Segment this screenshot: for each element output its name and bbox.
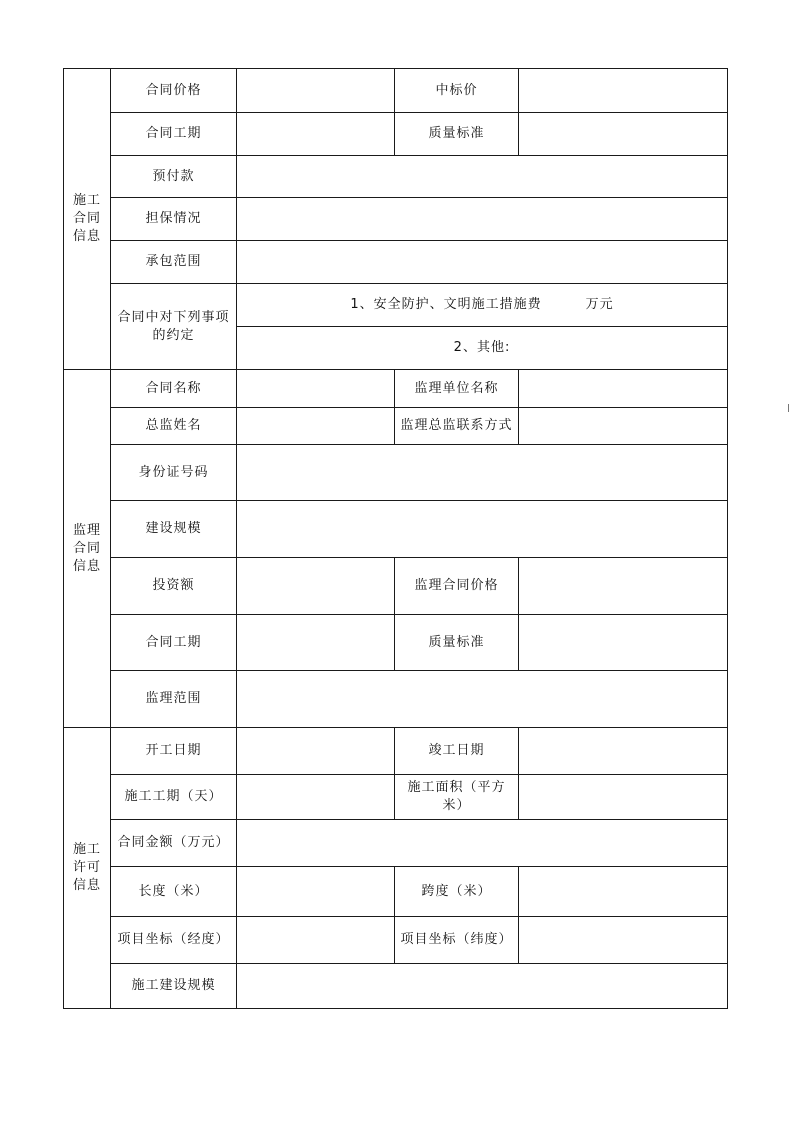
- table-row: [64, 198, 728, 241]
- contract-name-label: 合同名称: [111, 370, 237, 408]
- supervisor-unit-label: 监理单位名称: [395, 370, 519, 408]
- agreement-item-1[interactable]: [237, 284, 728, 327]
- construction-scale-permit-field[interactable]: [237, 964, 728, 1009]
- contract-period-label: 合同工期: [111, 113, 237, 156]
- supervision-period-field[interactable]: [237, 615, 395, 671]
- scan-edge-mark: [788, 404, 789, 412]
- table-row: [64, 241, 728, 284]
- investment-field[interactable]: [237, 558, 395, 615]
- length-field[interactable]: [237, 867, 395, 917]
- supervisor-unit-field[interactable]: [519, 370, 728, 408]
- chief-supervisor-name-label: 总监姓名: [111, 408, 237, 445]
- quality-standard-label: 质量标准: [395, 113, 519, 156]
- latitude-field[interactable]: [519, 917, 728, 964]
- span-label: 跨度（米）: [395, 867, 519, 917]
- table-row: [64, 615, 728, 671]
- construction-scale-permit-label: 施工建设规模: [111, 964, 237, 1009]
- quality-standard-field[interactable]: [519, 113, 728, 156]
- agreement-item-1-unit: 万元: [585, 297, 614, 312]
- supervision-quality-field[interactable]: [519, 615, 728, 671]
- scope-label: 承包范围: [111, 241, 237, 284]
- table-row: [64, 964, 728, 1009]
- latitude-label: 项目坐标（纬度）: [395, 917, 519, 964]
- contract-period-field[interactable]: [237, 113, 395, 156]
- completion-date-field[interactable]: [519, 728, 728, 775]
- table-row: [64, 558, 728, 615]
- construction-area-field[interactable]: [519, 775, 728, 820]
- construction-days-field[interactable]: [237, 775, 395, 820]
- table-row: [64, 775, 728, 820]
- length-label: 长度（米）: [111, 867, 237, 917]
- agreement-item-2-text: 2、其他:: [453, 340, 511, 355]
- table-row: [64, 728, 728, 775]
- chief-supervisor-contact-label: 监理总监联系方式: [395, 408, 519, 445]
- contract-price-label: 合同价格: [111, 69, 237, 113]
- supervision-quality-label: 质量标准: [395, 615, 519, 671]
- start-date-label: 开工日期: [111, 728, 237, 775]
- table-row: [64, 820, 728, 867]
- longitude-field[interactable]: [237, 917, 395, 964]
- scope-field[interactable]: [237, 241, 728, 284]
- section-label-permit: 施工许可信息: [64, 728, 111, 1009]
- table-row: [64, 867, 728, 917]
- advance-payment-label: 预付款: [111, 156, 237, 198]
- guarantee-field[interactable]: [237, 198, 728, 241]
- table-row: [64, 917, 728, 964]
- completion-date-label: 竣工日期: [395, 728, 519, 775]
- winning-bid-field[interactable]: [519, 69, 728, 113]
- construction-area-label: 施工面积（平方米）: [395, 775, 519, 820]
- section-label-supervision-contract: 监理合同信息: [64, 370, 111, 728]
- agreement-item-1-text: 1、安全防护、文明施工措施费: [350, 297, 542, 312]
- supervision-scope-field[interactable]: [237, 671, 728, 728]
- chief-supervisor-contact-field[interactable]: [519, 408, 728, 445]
- table-row: [64, 284, 728, 327]
- supervision-price-field[interactable]: [519, 558, 728, 615]
- contract-amount-field[interactable]: [237, 820, 728, 867]
- construction-scale-field[interactable]: [237, 501, 728, 558]
- table-row: [64, 370, 728, 408]
- supervision-scope-label: 监理范围: [111, 671, 237, 728]
- section-label-construction-contract: 施工合同信息: [64, 69, 111, 370]
- id-number-field[interactable]: [237, 445, 728, 501]
- table-row: [64, 671, 728, 728]
- table-row: [64, 156, 728, 198]
- supervision-period-label: 合同工期: [111, 615, 237, 671]
- table-row: [64, 408, 728, 445]
- construction-days-label: 施工工期（天）: [111, 775, 237, 820]
- table-row: [64, 501, 728, 558]
- table-row: [64, 69, 728, 113]
- investment-label: 投资额: [111, 558, 237, 615]
- id-number-label: 身份证号码: [111, 445, 237, 501]
- advance-payment-field[interactable]: [237, 156, 728, 198]
- chief-supervisor-name-field[interactable]: [237, 408, 395, 445]
- winning-bid-label: 中标价: [395, 69, 519, 113]
- supervision-price-label: 监理合同价格: [395, 558, 519, 615]
- agreement-label: 合同中对下列事项的约定: [111, 284, 237, 370]
- span-field[interactable]: [519, 867, 728, 917]
- contract-name-field[interactable]: [237, 370, 395, 408]
- longitude-label: 项目坐标（经度）: [111, 917, 237, 964]
- table-row: [64, 113, 728, 156]
- contract-amount-label: 合同金额（万元）: [111, 820, 237, 867]
- table-row: [64, 445, 728, 501]
- project-info-form: [63, 68, 728, 1009]
- start-date-field[interactable]: [237, 728, 395, 775]
- construction-scale-label: 建设规模: [111, 501, 237, 558]
- contract-price-field[interactable]: [237, 69, 395, 113]
- guarantee-label: 担保情况: [111, 198, 237, 241]
- agreement-item-2[interactable]: [237, 327, 728, 370]
